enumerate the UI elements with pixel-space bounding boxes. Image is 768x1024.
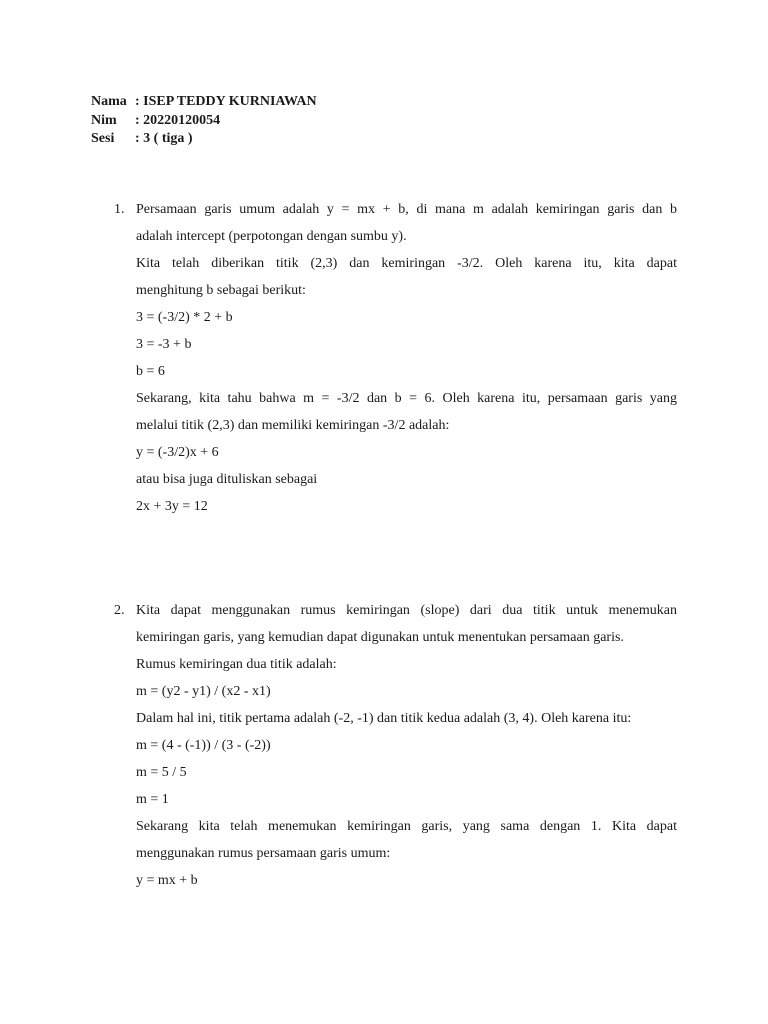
text-line: melalui titik (2,3) dan memiliki kemiringan -3/2 adalah: (136, 418, 450, 433)
text-line: m = (4 - (-1)) / (3 - (-2)) (136, 738, 271, 753)
name-value: : ISEP TEDDY KURNIAWAN (135, 94, 317, 109)
text-line: Dalam hal ini, titik pertama adalah (-2, -1) dan titik kedua adalah (3, 4). Oleh karena itu: (136, 711, 632, 726)
item-number: 1. (114, 202, 125, 217)
nim-label: Nim (91, 112, 117, 128)
text-line: m = (y2 - y1) / (x2 - x1) (136, 684, 271, 699)
session-label: Sesi (91, 131, 115, 146)
text-line: Sekarang, kita tahu bahwa m = -3/2 dan b = 6. Oleh karena itu, persamaan garis yang (136, 391, 677, 406)
text-line: 3 = -3 + b (136, 337, 192, 352)
text-line: Sekarang kita telah menemukan kemiringan garis, yang sama dengan 1. Kita dapat (136, 819, 677, 834)
item-body (136, 196, 677, 520)
text-line: y = mx + b (136, 873, 198, 888)
student-info-header (91, 93, 317, 149)
text-line: m = 5 / 5 (136, 765, 187, 780)
text-line: m = 1 (136, 792, 169, 807)
nim-value: : 20220120054 (135, 112, 221, 128)
text-line: adalah intercept (perpotongan dengan sumbu y). (136, 229, 407, 244)
item-number: 2. (114, 603, 125, 618)
text-line: kemiringan garis, yang kemudian dapat digunakan untuk menentukan persamaan garis. (136, 630, 624, 645)
text-line: Rumus kemiringan dua titik adalah: (136, 657, 337, 672)
session-value: : 3 ( tiga ) (135, 131, 193, 146)
text-line: b = 6 (136, 364, 165, 379)
text-line: Kita dapat menggunakan rumus kemiringan (slope) dari dua titik untuk menemukan (136, 603, 677, 618)
name-row (91, 93, 317, 112)
text-line: menggunakan rumus persamaan garis umum: (136, 846, 391, 861)
name-label: Nama (91, 94, 127, 109)
text-line: Kita telah diberikan titik (2,3) dan kemiringan -3/2. Oleh karena itu, kita dapat (136, 256, 677, 271)
text-line: 2x + 3y = 12 (136, 499, 208, 514)
text-line: atau bisa juga dituliskan sebagai (136, 472, 318, 487)
nim-row (91, 112, 317, 131)
text-line: Persamaan garis umum adalah y = mx + b, di mana m adalah kemiringan garis dan b (136, 202, 677, 217)
item-body (136, 597, 677, 894)
text-line: menghitung b sebagai berikut: (136, 283, 306, 298)
text-line: 3 = (-3/2) * 2 + b (136, 310, 233, 325)
session-row (91, 130, 317, 149)
text-line: y = (-3/2)x + 6 (136, 445, 219, 460)
